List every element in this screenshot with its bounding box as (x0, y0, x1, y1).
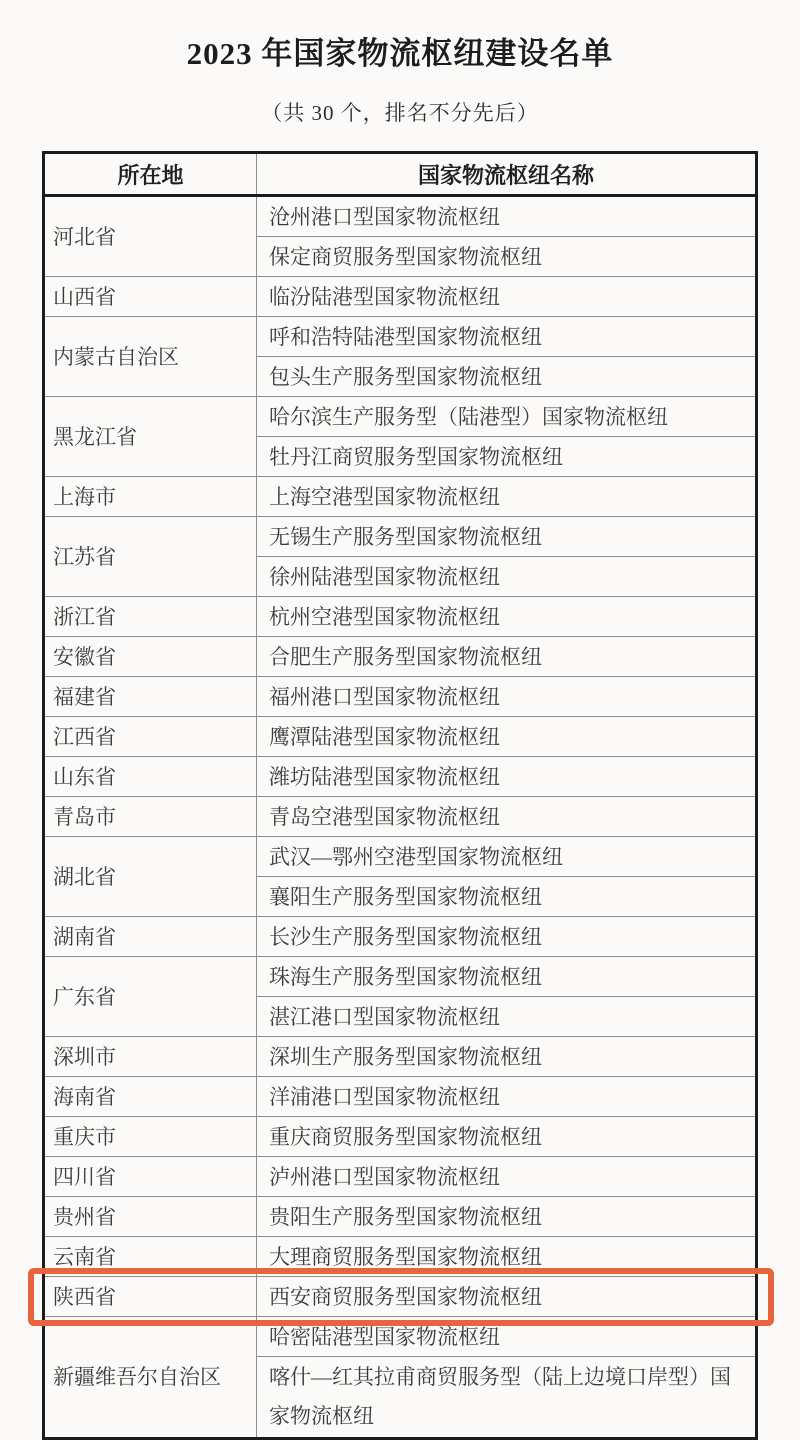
table-row (44, 637, 757, 677)
hub-cell: 长沙生产服务型国家物流枢纽 (257, 917, 757, 957)
region-cell: 山西省 (44, 277, 257, 317)
table-row (44, 677, 757, 717)
table-row (44, 1197, 757, 1237)
table-row (44, 917, 757, 957)
region-cell: 江西省 (44, 717, 257, 757)
region-cell: 陕西省 (44, 1277, 257, 1317)
hub-cell: 西安商贸服务型国家物流枢纽 (257, 1277, 757, 1317)
hub-cell: 深圳生产服务型国家物流枢纽 (257, 1037, 757, 1077)
hub-cell: 哈尔滨生产服务型（陆港型）国家物流枢纽 (257, 397, 757, 437)
hub-cell: 青岛空港型国家物流枢纽 (257, 797, 757, 837)
region-cell: 四川省 (44, 1157, 257, 1197)
region-cell: 湖北省 (44, 837, 257, 917)
hub-cell: 鹰潭陆港型国家物流枢纽 (257, 717, 757, 757)
table-row (44, 1037, 757, 1077)
table-row (44, 196, 757, 237)
region-cell: 江苏省 (44, 517, 257, 597)
region-cell: 贵州省 (44, 1197, 257, 1237)
hub-table (42, 151, 758, 1440)
hub-cell: 大理商贸服务型国家物流枢纽 (257, 1237, 757, 1277)
hub-cell: 合肥生产服务型国家物流枢纽 (257, 637, 757, 677)
table-row (44, 397, 757, 437)
hub-cell: 保定商贸服务型国家物流枢纽 (257, 237, 757, 277)
region-cell: 安徽省 (44, 637, 257, 677)
hub-cell: 徐州陆港型国家物流枢纽 (257, 557, 757, 597)
region-cell: 内蒙古自治区 (44, 317, 257, 397)
table-row (44, 837, 757, 877)
table-row (44, 277, 757, 317)
table-row (44, 317, 757, 357)
header-row (44, 153, 757, 196)
hub-cell: 珠海生产服务型国家物流枢纽 (257, 957, 757, 997)
table-row (44, 1317, 757, 1357)
hub-cell: 沧州港口型国家物流枢纽 (257, 196, 757, 237)
table-row (44, 1117, 757, 1157)
region-cell: 山东省 (44, 757, 257, 797)
table-row (44, 717, 757, 757)
hub-cell: 泸州港口型国家物流枢纽 (257, 1157, 757, 1197)
table-row (44, 1237, 757, 1277)
column-header-hub-name: 国家物流枢纽名称 (257, 153, 757, 196)
hub-cell: 重庆商贸服务型国家物流枢纽 (257, 1117, 757, 1157)
table-row (44, 517, 757, 557)
hub-cell: 哈密陆港型国家物流枢纽 (257, 1317, 757, 1357)
region-cell: 广东省 (44, 957, 257, 1037)
hub-cell: 上海空港型国家物流枢纽 (257, 477, 757, 517)
hub-cell: 呼和浩特陆港型国家物流枢纽 (257, 317, 757, 357)
region-cell: 河北省 (44, 196, 257, 277)
table-row (44, 1157, 757, 1197)
page-title: 2023 年国家物流枢纽建设名单 (186, 36, 614, 71)
table-row (44, 477, 757, 517)
region-cell: 湖南省 (44, 917, 257, 957)
hub-cell: 包头生产服务型国家物流枢纽 (257, 357, 757, 397)
hub-table-container (42, 151, 758, 1440)
hub-cell: 无锡生产服务型国家物流枢纽 (257, 517, 757, 557)
hub-cell: 牡丹江商贸服务型国家物流枢纽 (257, 437, 757, 477)
table-row (44, 1277, 757, 1317)
table-row (44, 957, 757, 997)
region-cell: 黑龙江省 (44, 397, 257, 477)
hub-cell: 福州港口型国家物流枢纽 (257, 677, 757, 717)
region-cell: 海南省 (44, 1077, 257, 1117)
region-cell: 云南省 (44, 1237, 257, 1277)
hub-cell: 杭州空港型国家物流枢纽 (257, 597, 757, 637)
region-cell: 深圳市 (44, 1037, 257, 1077)
table-row (44, 757, 757, 797)
hub-cell: 喀什—红其拉甫商贸服务型（陆上边境口岸型）国家物流枢纽 (257, 1357, 757, 1439)
hub-cell: 武汉—鄂州空港型国家物流枢纽 (257, 837, 757, 877)
hub-cell: 临汾陆港型国家物流枢纽 (257, 277, 757, 317)
hub-cell: 湛江港口型国家物流枢纽 (257, 997, 757, 1037)
hub-cell: 贵阳生产服务型国家物流枢纽 (257, 1197, 757, 1237)
region-cell: 重庆市 (44, 1117, 257, 1157)
page-subtitle: （共 30 个，排名不分先后） (261, 101, 539, 125)
region-cell: 青岛市 (44, 797, 257, 837)
region-cell: 福建省 (44, 677, 257, 717)
table-row (44, 597, 757, 637)
region-cell: 上海市 (44, 477, 257, 517)
hub-cell: 潍坊陆港型国家物流枢纽 (257, 757, 757, 797)
region-cell: 浙江省 (44, 597, 257, 637)
region-cell: 新疆维吾尔自治区 (44, 1317, 257, 1439)
column-header-region: 所在地 (44, 153, 257, 196)
table-row (44, 797, 757, 837)
hub-cell: 襄阳生产服务型国家物流枢纽 (257, 877, 757, 917)
hub-cell: 洋浦港口型国家物流枢纽 (257, 1077, 757, 1117)
table-row (44, 1077, 757, 1117)
